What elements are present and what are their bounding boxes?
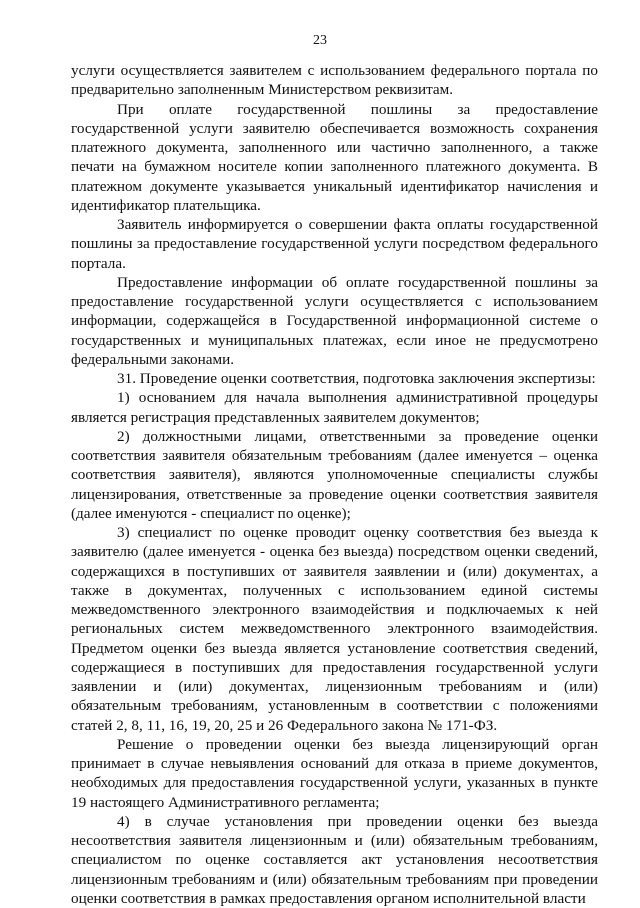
- section-31-heading: 31. Проведение оценки соответствия, подготовка заключения экспертизы:: [117, 370, 596, 387]
- list-item-1: 1) основанием для начала выполнения административной процедуры является регистрация представленных заявителем документов;: [71, 389, 598, 426]
- list-item-3: 3) специалист по оценке проводит оценку соответствия без выезда к заявителю (далее именуется - оценка без выезда) посредством оценки сведений, содержащихся в поступивших от заявителя заявлении и (или) документах, а также в документах, полученных с использованием единой системы межведомственного электронного взаимодействия и подключаемых к ней региональных систем межведомственного электронного взаимодействия. Предметом оценки без выезда является установление соответствия сведений, содержащиеся в поступивших для предоставления государственной услуги заявлении и (или) документах, лицензионным требованиям и (или) обязательным требованиям, установленным в соответствии с положениями статей 2, 8, 11, 16, 19, 20, 25 и 26 Федерального закона № 171-ФЗ.: [71, 524, 598, 734]
- paragraph-1: услуги осуществляется заявителем с использованием федерального портала по предварительно заполненным Министерством реквизитам.: [71, 62, 598, 99]
- page-body: [71, 61, 598, 908]
- paragraph-3: Заявитель информируется о совершении факта оплаты государственной пошлины за предоставление государственной услуги посредством федерального портала.: [71, 216, 598, 272]
- list-item-4: 4) в случае установления при проведении оценки без выезда несоответствия заявителя лицензионным и (или) обязательным требованиям, специалистом по оценке составляется акт установления несоответствия лицензионным требованиям и (или) обязательным требованиям при проведении оценки соответствия в рамках предоставления органом исполнительной власти: [71, 812, 598, 907]
- paragraph-decision: Решение о проведении оценки без выезда лицензирующий орган принимает в случае невыявления оснований для отказа в приеме документов, необходимых для предоставления государственной услуги, указанных в пункте 19 настоящего Административного регламента;: [71, 735, 598, 811]
- paragraph-2: При оплате государственной пошлины за предоставление государственной услуги заявителю обеспечивается возможность сохранения платежного документа, заполненного или частично заполненного, а также печати на бумажном носителе копии заполненного платежного документа. В платежном документе указывается уникальный идентификатор начисления и идентификатор плательщика.: [71, 100, 598, 214]
- paragraph-4: Предоставление информации об оплате государственной пошлины за предоставление государственной услуги осуществляется с использованием информации, содержащейся в Государственной информационной системе о государственных и муниципальных платежах, если иное не предусмотрено федеральными законами.: [71, 273, 598, 368]
- list-item-2: 2) должностными лицами, ответственными за проведение оценки соответствия заявителя обязательным требованиям (далее именуется – оценка соответствия заявителя), являются уполномоченные специалисты службы лицензирования, ответственные за проведение оценки соответствия заявителя (далее именуются - специалист по оценке);: [71, 427, 598, 522]
- page-number: 23: [313, 33, 327, 48]
